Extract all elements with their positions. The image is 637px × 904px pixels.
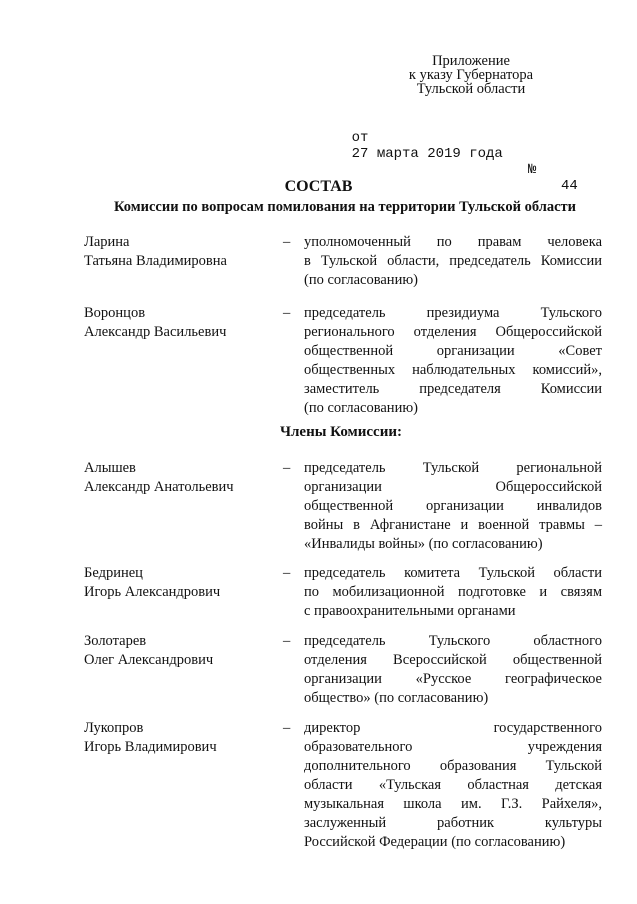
person-surname: Золотарев	[84, 633, 147, 649]
dash-separator: –	[283, 460, 291, 476]
role-line: директор государственного	[304, 720, 602, 736]
dash-separator: –	[283, 633, 291, 649]
person-given-name: Олег Александрович	[84, 652, 214, 668]
role-line: «Инвалиды войны» (по согласованию)	[304, 536, 543, 552]
document-subtitle: Комиссии по вопросам помилования на территории Тульской области	[113, 199, 577, 215]
role-line: председатель Тульского областного	[304, 633, 602, 649]
role-line: председатель президиума Тульского	[304, 305, 602, 321]
dash-separator: –	[283, 234, 291, 250]
person-surname: Бедринец	[84, 565, 143, 581]
person-surname: Алышев	[84, 460, 136, 476]
number-label: №	[528, 162, 537, 178]
appendix-line: Приложение	[432, 53, 510, 69]
role-line: регионального отделения Общероссийской	[304, 324, 602, 340]
document-title: СОСТАВ	[284, 178, 353, 195]
person-name	[84, 564, 220, 602]
person-given-name: Александр Васильевич	[84, 324, 227, 340]
role-line: общественной организации инвалидов	[304, 498, 602, 514]
appendix-line: Тульской области	[416, 81, 526, 97]
members-heading: Члены Комиссии:	[280, 424, 402, 440]
person-name	[84, 233, 227, 271]
role-line: образовательного учреждения	[304, 739, 602, 755]
date-prefix: от	[351, 130, 369, 146]
dash-separator: –	[283, 720, 291, 736]
role-line: общественной организации «Совет	[304, 343, 602, 359]
person-role	[304, 719, 602, 852]
person-name	[84, 632, 213, 670]
person-given-name: Татьяна Владимировна	[84, 253, 227, 269]
person-role	[304, 564, 602, 621]
role-line: (по согласованию)	[304, 272, 418, 288]
person-surname: Лукопров	[84, 720, 144, 736]
person-given-name: Александр Анатольевич	[84, 479, 234, 495]
person-name	[84, 459, 234, 497]
decree-number: 44	[561, 178, 578, 194]
dash-separator: –	[283, 305, 291, 321]
role-line: Российской Федерации (по согласованию)	[304, 834, 566, 850]
role-line: уполномоченный по правам человека	[304, 234, 602, 250]
role-line: председатель Тульской региональной	[304, 460, 602, 476]
role-line: общество» (по согласованию)	[304, 690, 489, 706]
role-line: (по согласованию)	[304, 400, 418, 416]
decree-date: 27 марта 2019 года	[351, 146, 503, 162]
person-role	[304, 304, 602, 418]
appendix-header	[376, 54, 566, 96]
role-line: отделения Всероссийской общественной	[304, 652, 602, 668]
role-line: организации Общероссийской	[304, 479, 602, 495]
person-given-name: Игорь Владимирович	[84, 739, 217, 755]
role-line: заслуженный работник культуры	[304, 815, 602, 831]
person-surname: Ларина	[84, 234, 130, 250]
role-line: дополнительного образования Тульской	[304, 758, 602, 774]
person-name	[84, 304, 226, 342]
dash-separator: –	[283, 565, 291, 581]
role-line: с правоохранительными органами	[304, 603, 516, 619]
person-role	[304, 632, 602, 708]
role-line: заместитель председателя Комиссии	[304, 381, 602, 397]
appendix-line: к указу Губернатора	[408, 67, 534, 83]
person-surname: Воронцов	[84, 305, 146, 321]
person-given-name: Игорь Александрович	[84, 584, 221, 600]
person-name	[84, 719, 217, 757]
role-line: области «Тульская областная детская	[304, 777, 602, 793]
role-line: по мобилизационной подготовке и связям	[304, 584, 602, 600]
person-role	[304, 233, 602, 290]
role-line: в Тульской области, председатель Комиссии	[304, 253, 602, 269]
role-line: организации «Русское географическое	[304, 671, 602, 687]
role-line: войны в Афганистане и военной травмы –	[304, 517, 602, 533]
role-line: музыкальная школа им. Г.З. Райхеля»,	[304, 796, 602, 812]
person-role	[304, 459, 602, 554]
role-line: общественных наблюдательных комиссий»,	[304, 362, 602, 378]
role-line: председатель комитета Тульской области	[304, 565, 602, 581]
